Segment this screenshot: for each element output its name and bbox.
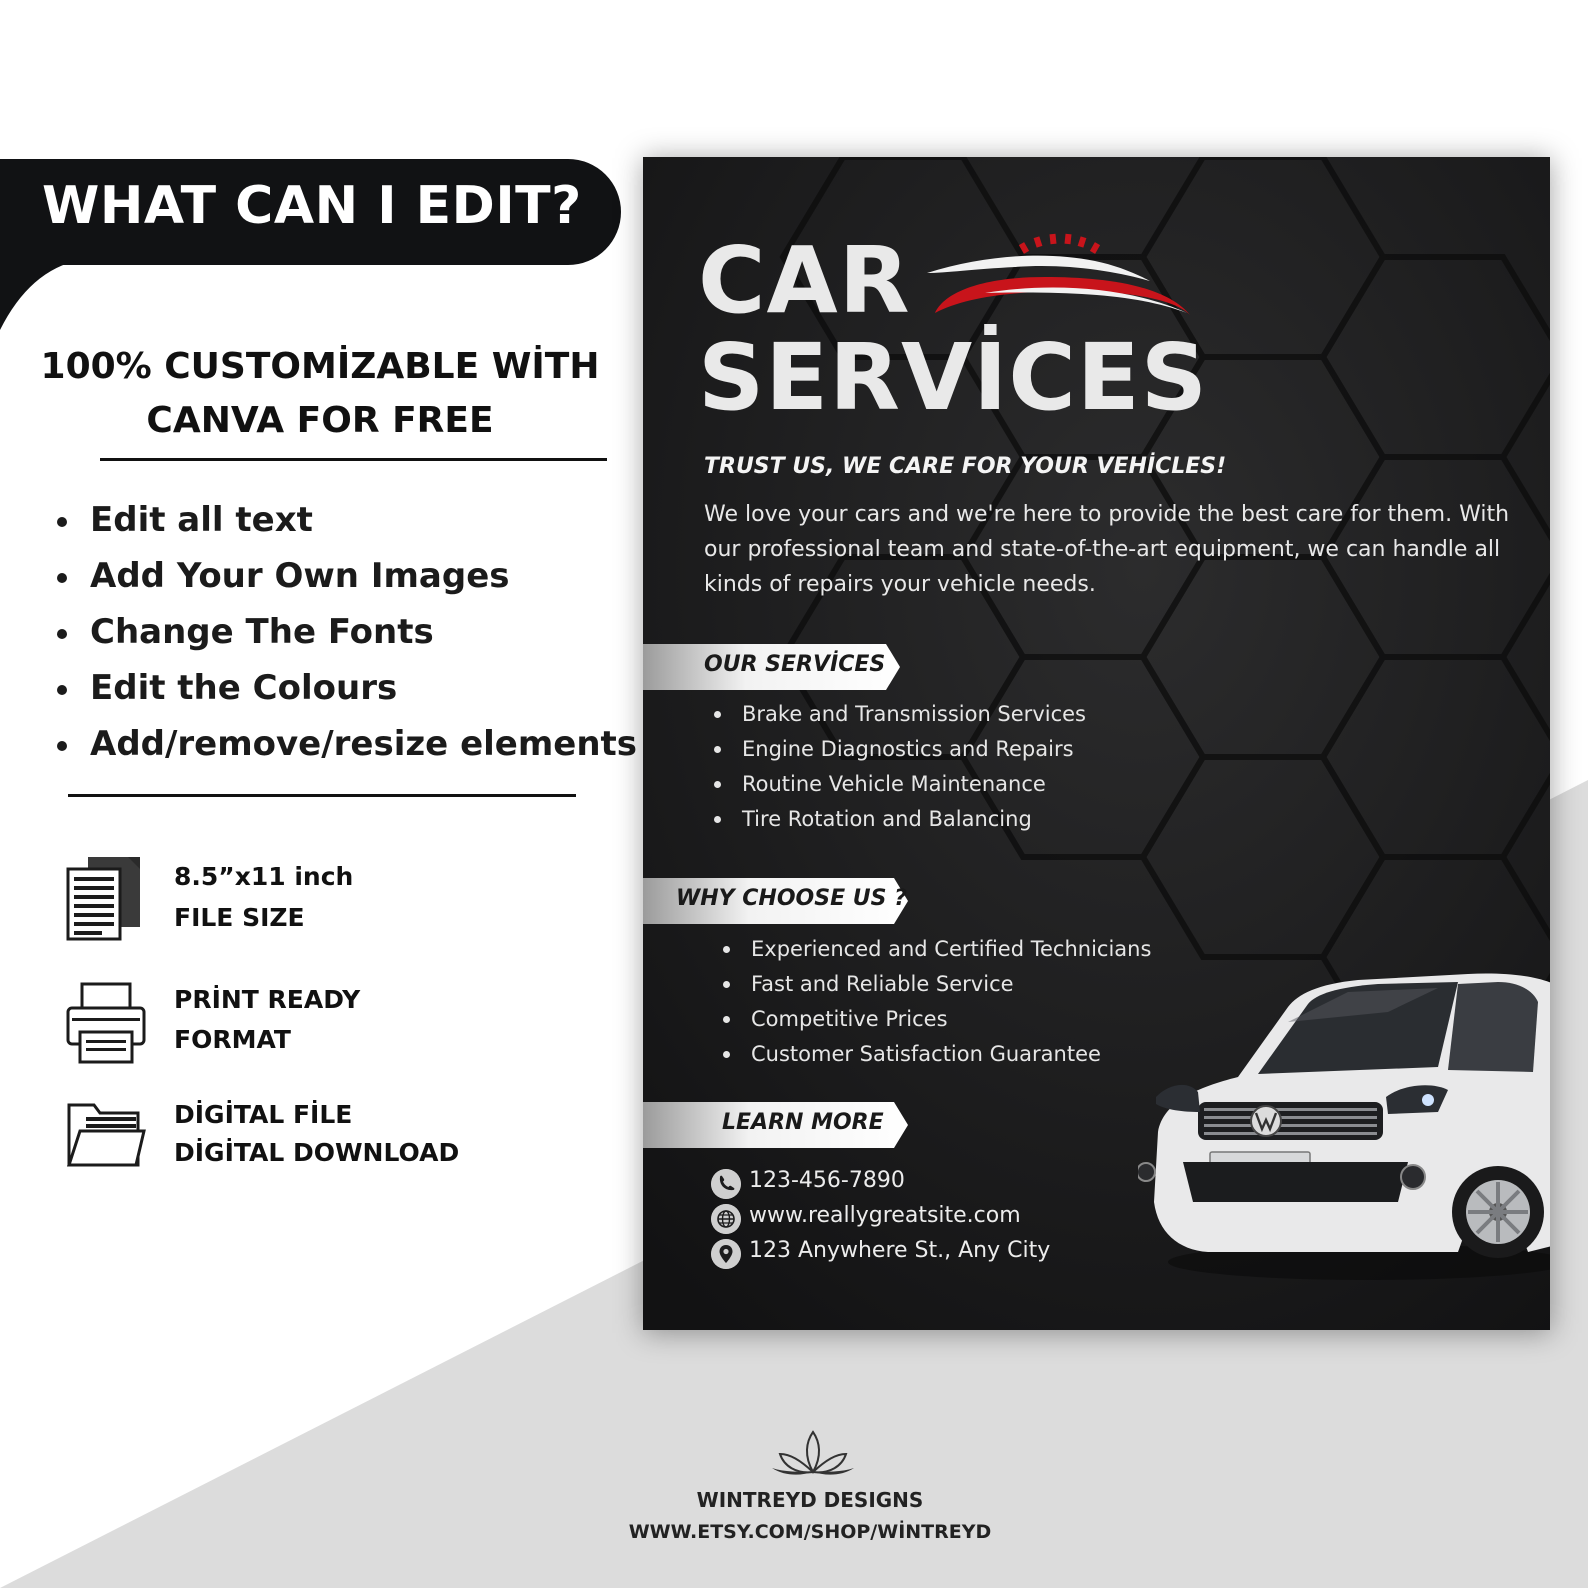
flyer-title-car: CAR	[698, 227, 911, 334]
contact-address-text: 123 Anywhere St., Any City	[749, 1238, 1051, 1263]
document-icon	[66, 855, 146, 941]
header-title: WHAT CAN I EDIT?	[42, 176, 582, 236]
contact-phone-text: 123-456-7890	[749, 1168, 905, 1193]
our-services-tab	[643, 644, 900, 690]
why-choose-tab	[643, 878, 908, 924]
folder-icon	[66, 1097, 146, 1183]
info-print-ready	[66, 982, 566, 1072]
info-digital	[66, 1097, 566, 1187]
banner-tail	[0, 260, 80, 335]
flyer-tagline: TRUST US, WE CARE FOR YOUR VEHİCLES!	[704, 454, 1227, 479]
lotus-logo-icon	[770, 1430, 856, 1480]
feature-item: Add/remove/resize elements	[55, 716, 637, 772]
phone-icon	[711, 1169, 741, 1199]
learn-more-heading: LEARN MORE	[722, 1110, 884, 1135]
services-list	[712, 697, 1086, 837]
globe-icon	[711, 1204, 741, 1234]
brand-name: WINTREYD DESIGNS	[696, 1488, 924, 1512]
customizable-heading	[20, 340, 620, 448]
location-pin-icon	[711, 1239, 741, 1269]
feature-item: Edit the Colours	[55, 660, 637, 716]
suv-car-image	[1138, 962, 1550, 1292]
info-digital-line1: DİGİTAL FİLE	[174, 1100, 353, 1129]
divider-top	[100, 458, 607, 461]
customizable-line2: CANVA FOR FREE	[146, 400, 494, 441]
contact-website-text: www.reallygreatsite.com	[749, 1203, 1021, 1228]
service-item: Brake and Transmission Services	[712, 697, 1086, 732]
why-item: Experienced and Certified Technicians	[721, 932, 1151, 967]
flyer-title-services: SERVİCES	[698, 324, 1209, 431]
info-digital-line2: DİGİTAL DOWNLOAD	[174, 1138, 460, 1167]
feature-list	[55, 492, 637, 772]
car-swoosh-logo	[925, 233, 1205, 325]
feature-item: Edit all text	[55, 492, 637, 548]
info-file-size-line2: FILE SIZE	[174, 903, 305, 932]
flyer-intro: We love your cars and we're here to provide the best care for them. With our professional team and state-of-the-art equipment, we can handle all kinds of repairs your vehicle needs.	[704, 502, 1510, 597]
printer-icon	[66, 982, 146, 1068]
divider-bottom	[68, 794, 576, 797]
feature-item: Change The Fonts	[55, 604, 637, 660]
why-item: Fast and Reliable Service	[721, 967, 1151, 1002]
customizable-line1: 100% CUSTOMİZABLE WİTH	[40, 346, 600, 387]
learn-more-tab	[643, 1102, 908, 1148]
info-print-line2: FORMAT	[174, 1025, 291, 1054]
why-choose-heading: WHY CHOOSE US ?	[676, 886, 907, 911]
why-item: Competitive Prices	[721, 1002, 1151, 1037]
info-file-size-line1: 8.5”x11 inch	[174, 862, 354, 891]
service-item: Engine Diagnostics and Repairs	[712, 732, 1086, 767]
why-list	[721, 932, 1151, 1072]
feature-item: Add Your Own Images	[55, 548, 637, 604]
why-item: Customer Satisfaction Guarantee	[721, 1037, 1151, 1072]
info-print-line1: PRİNT READY	[174, 985, 361, 1014]
service-item: Routine Vehicle Maintenance	[712, 767, 1086, 802]
service-item: Tire Rotation and Balancing	[712, 802, 1086, 837]
flyer	[643, 157, 1550, 1330]
info-file-size	[66, 855, 566, 945]
our-services-heading: OUR SERVİCES	[704, 652, 886, 677]
brand-url: WWW.ETSY.COM/SHOP/WİNTREYD	[628, 1521, 992, 1543]
